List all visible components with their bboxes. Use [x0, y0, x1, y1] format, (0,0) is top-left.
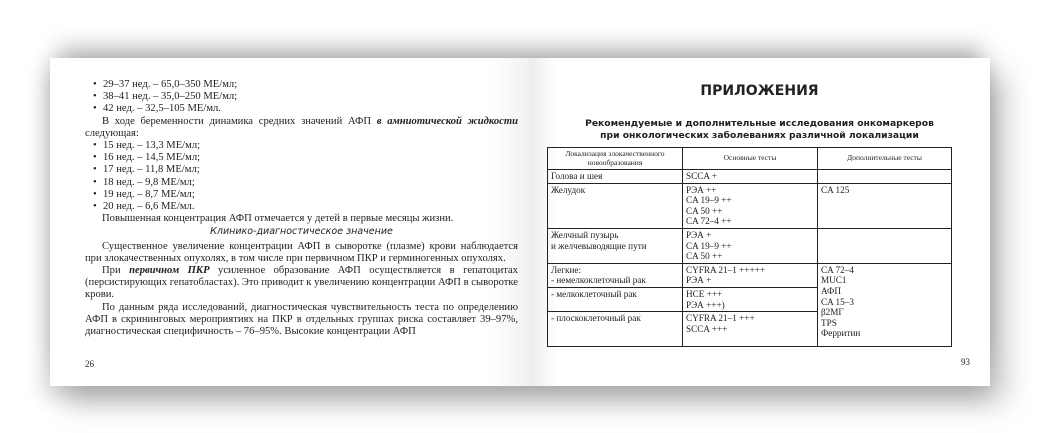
- bullet-item: • 29–37 нед. – 65,0–350 МЕ/мл;: [85, 79, 518, 91]
- text: При: [102, 265, 130, 277]
- table-title: [529, 118, 990, 142]
- serum-bullet-list: [85, 79, 518, 116]
- open-book: [50, 58, 990, 386]
- bullet-item: • 19 нед. – 8,7 МЕ/мл;: [85, 189, 518, 201]
- table-row: [548, 263, 952, 287]
- table-header-row: [548, 148, 952, 170]
- table-cell: - мелкоклеточный рак: [548, 287, 683, 311]
- page-title: ПРИЛОЖЕНИЯ: [700, 83, 819, 99]
- right-page: [529, 58, 990, 386]
- bullet-item: • 16 нед. – 14,5 МЕ/мл;: [85, 152, 518, 164]
- children-paragraph: Повышенная концентрация АФП отмечается у детей в первые месяцы жизни.: [102, 213, 454, 225]
- paragraph: [85, 265, 518, 302]
- text: следующая:: [85, 127, 139, 139]
- table-title-line: Рекомендуемые и дополнительные исследования онкомаркеров: [585, 118, 934, 129]
- column-header: Дополнительные тесты: [818, 148, 952, 170]
- table-cell: HCE +++ РЭА +++): [683, 287, 818, 311]
- table-cell: Желудок: [548, 183, 683, 228]
- table-cell: [818, 228, 952, 263]
- section-subheading: Клинико-диагностическое значение: [210, 226, 393, 238]
- table-cell: - плоскоклеточный рак: [548, 312, 683, 347]
- table-row: [548, 183, 952, 228]
- paragraph: По данным ряда исследований, диагностическая чувствительность теста по определению АФП в скрининговых мероприятиях на ПКР в отдельных группах риска составляет 39–97%, диагностическая специфичность – 76–95%. Высокие концентрации АФП: [85, 301, 518, 338]
- table-cell: РЭА + CA 19–9 ++ CA 50 ++: [683, 228, 818, 263]
- paragraph: Существенное увеличение концентрации АФП в сыворотке (плазме) крови наблюдается при злокачественных опухолях, в том числе при первичном ПКР и герминогенных опухолях.: [85, 240, 518, 264]
- amniotic-paragraph: [85, 116, 518, 140]
- column-header: Локализация злокачественного новообразования: [548, 148, 683, 170]
- table-cell: CA 125: [818, 183, 952, 228]
- bullet-item: • 18 нед. – 9,8 МЕ/мл;: [85, 177, 518, 189]
- column-header: Основные тесты: [683, 148, 818, 170]
- table-cell: Голова и шея: [548, 170, 683, 184]
- text: В ходе беременности динамика средних значений АФП: [102, 115, 377, 127]
- table-cell: SCCA +: [683, 170, 818, 184]
- table-cell: Желчный пузырь и желчевыводящие пути: [548, 228, 683, 263]
- table-cell: Легкие: - немелкоклеточный рак: [548, 263, 683, 287]
- table-title-line: при онкологических заболеваниях различной локализации: [600, 130, 919, 141]
- oncomarker-table: [547, 147, 952, 347]
- bullet-item: • 15 нед. – 13,3 МЕ/мл;: [85, 140, 518, 152]
- table-cell: CYFRA 21–1 +++ SCCA +++: [683, 312, 818, 347]
- bullet-item: • 38–41 нед. – 35,0–250 МЕ/мл;: [85, 91, 518, 103]
- table-cell: [818, 170, 952, 184]
- emphasis: первичном ПКР: [129, 265, 210, 277]
- emphasis: в амниотической жидкости: [376, 115, 518, 127]
- left-page-text: [85, 79, 518, 338]
- page-number: 26: [85, 359, 94, 369]
- page-number: 93: [961, 357, 970, 367]
- table-row: [548, 170, 952, 184]
- bullet-item: • 17 нед. – 11,8 МЕ/мл;: [85, 164, 518, 176]
- table-row: [548, 228, 952, 263]
- text: усиленное образование АФП осуществляется в гепатоцитах (персистирующих гепатобластах). Это приводит к увеличению концентрации АФП в сыворотке крови.: [85, 265, 518, 301]
- table-cell: CA 72–4 MUC1 АФП CA 15–3 β2МГ TPS Ферритин: [818, 263, 952, 346]
- bullet-item: • 20 нед. – 6,6 МЕ/мл.: [85, 201, 518, 213]
- table-cell: РЭА ++ CA 19–9 ++ CA 50 ++ CA 72–4 ++: [683, 183, 818, 228]
- amniotic-bullet-list: [85, 140, 518, 213]
- table-cell: CYFRA 21–1 +++++ РЭА +: [683, 263, 818, 287]
- bullet-item: • 42 нед. – 32,5–105 МЕ/мл.: [85, 103, 518, 115]
- left-page: [50, 58, 529, 386]
